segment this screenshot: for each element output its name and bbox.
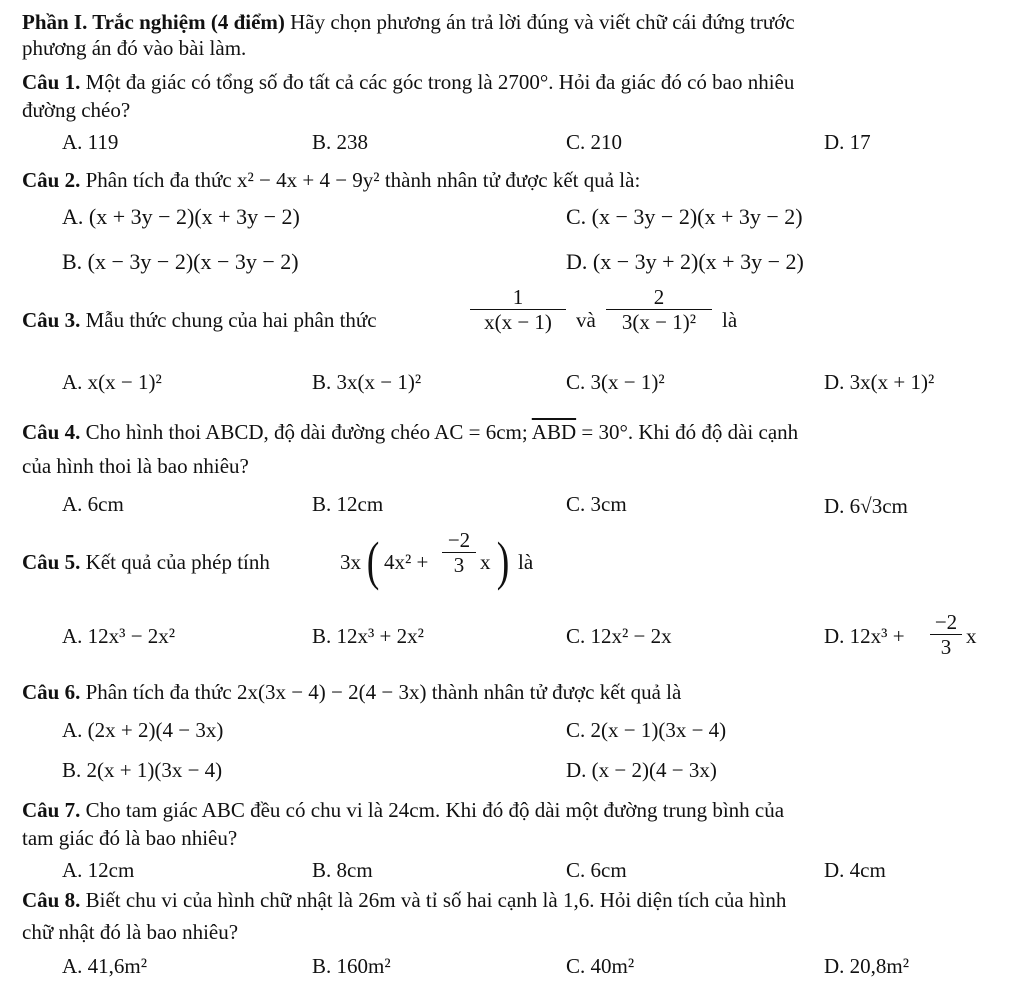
q5-left-paren: (	[366, 531, 380, 591]
part-header-line	[22, 10, 795, 34]
q1-option-d[interactable]: D. 17	[824, 130, 871, 154]
q7-option-a[interactable]: A. 12cm	[62, 858, 135, 882]
part-instruction-2: phương án đó vào bài làm.	[22, 36, 247, 60]
q3-fraction-1	[470, 285, 566, 334]
q4-option-a[interactable]: A. 6cm	[62, 492, 124, 516]
q3-option-d[interactable]: D. 3x(x + 1)²	[824, 370, 935, 394]
q5-option-a[interactable]: A. 12x³ − 2x²	[62, 624, 176, 648]
q5-option-d-end: x	[966, 624, 977, 648]
q1-option-c[interactable]: C. 210	[566, 130, 623, 154]
q7-option-c[interactable]: C. 6cm	[566, 858, 627, 882]
q6-option-d[interactable]: D. (x − 2)(4 − 3x)	[566, 758, 717, 782]
q5-option-d-fraction-denominator: 3	[940, 635, 952, 659]
q3-end: là	[722, 308, 738, 332]
q6-option-c[interactable]: C. 2(x − 1)(3x − 4)	[566, 718, 727, 742]
part-title: Phần I. Trắc nghiệm (4 điểm)	[22, 10, 285, 34]
q2-option-b[interactable]: B. (x − 3y − 2)(x − 3y − 2)	[62, 249, 299, 274]
q5-expr-start: 3x	[340, 550, 361, 574]
q5-expr-end: x	[480, 550, 491, 574]
q3-stem: Câu 3. Mẫu thức chung của hai phân thức	[22, 308, 377, 332]
q3-option-b[interactable]: B. 3x(x − 1)²	[312, 370, 422, 394]
q7-stem-2: tam giác đó là bao nhiêu?	[22, 826, 238, 850]
q8-option-b[interactable]: B. 160m²	[312, 954, 391, 978]
q1-option-b[interactable]: B. 238	[312, 130, 369, 154]
q4-stem-2: của hình thoi là bao nhiêu?	[22, 454, 249, 478]
q5-expr-mid: 4x² +	[384, 550, 429, 574]
q5-option-d[interactable]: D. 12x³ +	[824, 624, 905, 648]
q1-stem-2: đường chéo?	[22, 98, 131, 122]
q2-option-d[interactable]: D. (x − 3y + 2)(x + 3y − 2)	[566, 249, 804, 274]
q8-stem: Câu 8. Biết chu vi của hình chữ nhật là 26m và tỉ số hai cạnh là 1,6. Hỏi diện tích của hình	[22, 888, 787, 912]
q5-right-paren: )	[496, 531, 510, 591]
q6-stem: Câu 6. Phân tích đa thức 2x(3x − 4) − 2(4 − 3x) thành nhân tử được kết quả là	[22, 680, 682, 704]
q3-fraction-2-numerator: 2	[606, 285, 712, 310]
q4-option-d[interactable]: D. 6√3cm	[824, 494, 908, 518]
q2-option-a[interactable]: A. (x + 3y − 2)(x + 3y − 2)	[62, 204, 300, 229]
q8-option-d[interactable]: D. 20,8m²	[824, 954, 910, 978]
q5-fraction-numerator: −2	[442, 528, 476, 553]
q4-option-c[interactable]: C. 3cm	[566, 492, 627, 516]
q4-angle: $\overline{ABD}$	[531, 420, 577, 444]
q4-option-b[interactable]: B. 12cm	[312, 492, 384, 516]
q5-stem: Câu 5. Kết quả của phép tính	[22, 550, 270, 574]
q3-option-a[interactable]: A. x(x − 1)²	[62, 370, 162, 394]
q5-option-d-fraction	[930, 610, 962, 659]
q7-stem: Câu 7. Cho tam giác ABC đều có chu vi là 24cm. Khi đó độ dài một đường trung bình của	[22, 798, 785, 822]
q3-fraction-2	[606, 285, 712, 334]
q6-option-b[interactable]: B. 2(x + 1)(3x − 4)	[62, 758, 223, 782]
q3-option-c[interactable]: C. 3(x − 1)²	[566, 370, 665, 394]
q5-fraction-denominator: 3	[453, 553, 465, 577]
q5-option-c[interactable]: C. 12x² − 2x	[566, 624, 672, 648]
q7-option-b[interactable]: B. 8cm	[312, 858, 373, 882]
q3-conjunction: và	[576, 308, 596, 332]
part-instruction-1: Hãy chọn phương án trả lời đúng và viết chữ cái đứng trước	[290, 10, 795, 34]
q8-option-c[interactable]: C. 40m²	[566, 954, 635, 978]
q6-option-a[interactable]: A. (2x + 2)(4 − 3x)	[62, 718, 224, 742]
q3-fraction-1-denominator: x(x − 1)	[484, 310, 552, 334]
q4-stem: Câu 4. Cho hình thoi ABCD, độ dài đường chéo AC = 6cm; $\overline{ABD} = 30^\circ$. Khi đó độ dài cạnh	[22, 420, 799, 444]
q3-fraction-2-denominator: 3(x − 1)²	[621, 310, 697, 334]
q3-fraction-1-numerator: 1	[470, 285, 566, 310]
q1-stem: Câu 1. Một đa giác có tổng số đo tất cả các góc trong là 2700°. Hỏi đa giác đó có bao nhiêu	[22, 70, 795, 94]
q2-stem: Câu 2. Phân tích đa thức x² − 4x + 4 − 9y² thành nhân tử được kết quả là:	[22, 168, 641, 192]
q5-option-b[interactable]: B. 12x³ + 2x²	[312, 624, 424, 648]
q1-option-a[interactable]: A. 119	[62, 130, 119, 154]
q5-fraction	[442, 528, 476, 577]
q7-option-d[interactable]: D. 4cm	[824, 858, 886, 882]
q5-option-d-fraction-numerator: −2	[930, 610, 962, 635]
q5-end: là	[518, 550, 534, 574]
q2-option-c[interactable]: C. (x − 3y − 2)(x + 3y − 2)	[566, 204, 803, 229]
q8-stem-2: chữ nhật đó là bao nhiêu?	[22, 920, 239, 944]
q8-option-a[interactable]: A. 41,6m²	[62, 954, 148, 978]
